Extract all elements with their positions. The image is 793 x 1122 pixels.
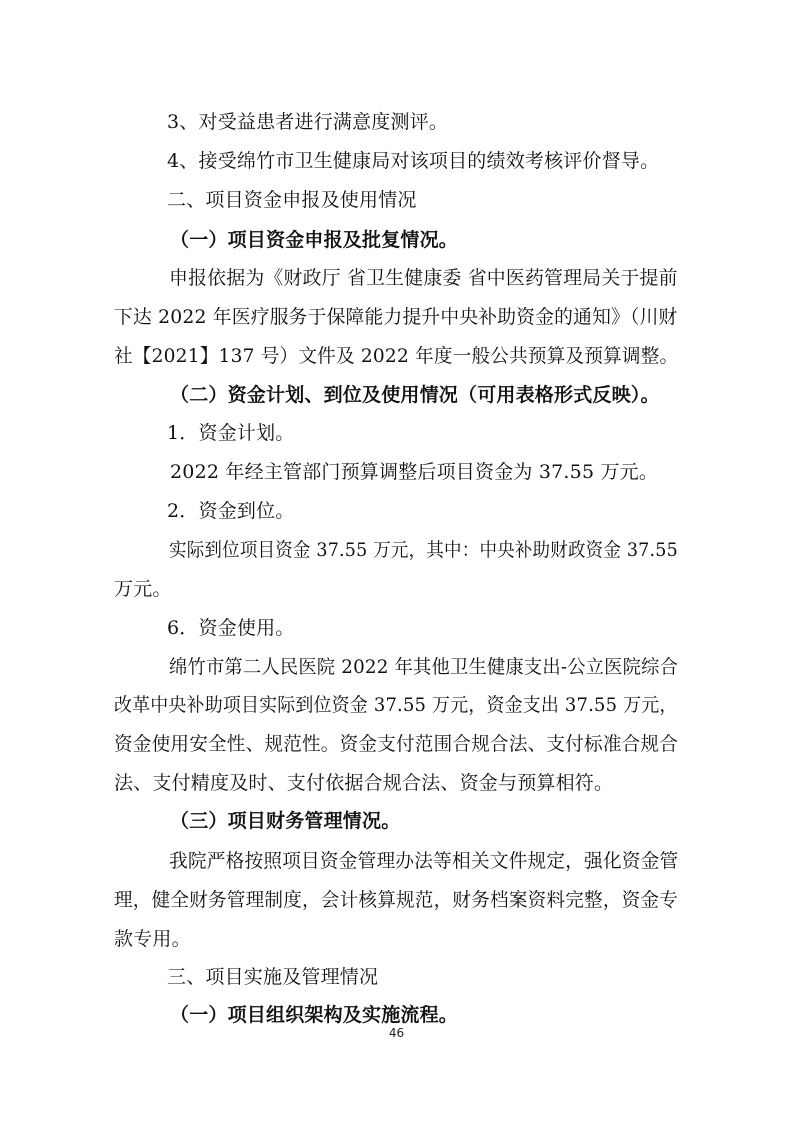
- paragraph-line: 2022 年经主管部门预算调整后项目资金为 37.55 万元。: [170, 461, 659, 483]
- section-heading-3: 三、项目实施及管理情况: [167, 966, 379, 988]
- paragraph-line: 社【2021】137 号）文件及 2022 年度一般公共预算及预算调整。: [114, 345, 679, 367]
- paragraph-line: 下达 2022 年医疗服务于保障能力提升中央补助资金的通知》（川财: [114, 306, 678, 328]
- subsection-heading-2-3: （三）项目财务管理情况。: [170, 810, 401, 832]
- subsection-heading-2-2: （二）资金计划、到位及使用情况（可用表格形式反映）。: [170, 384, 660, 406]
- paragraph-line: 改革中央补助项目实际到位资金 37.55 万元，资金支出 37.55 万元，: [114, 694, 678, 716]
- sub-item-heading: 2．资金到位。: [167, 500, 295, 522]
- paragraph-line: 申报依据为《财政厅 省卫生健康委 省中医药管理局关于提前: [169, 267, 678, 289]
- sub-item-heading: 1．资金计划。: [167, 422, 295, 444]
- paragraph-line: 理，健全财务管理制度，会计核算规范，财务档案资料完整，资金专: [114, 889, 679, 911]
- list-item-3: 3、对受益患者进行满意度测评。: [167, 111, 449, 133]
- paragraph-line: 款专用。: [114, 928, 191, 950]
- paragraph-line: 实际到位项目资金 37.55 万元，其中：中央补助财政资金 37.55: [169, 539, 678, 561]
- paragraph-line: 法、支付精度及时、支付依据合规合法、资金与预算相符。: [114, 772, 614, 794]
- section-heading-2: 二、项目资金申报及使用情况: [167, 189, 417, 211]
- sub-item-heading: 6．资金使用。: [167, 617, 295, 639]
- paragraph-line: 万元。: [114, 578, 172, 600]
- paragraph-line: 我院严格按照项目资金管理办法等相关文件规定，强化资金管: [169, 850, 679, 872]
- page-number: 46: [388, 1026, 405, 1040]
- paragraph-line: 绵竹市第二人民医院 2022 年其他卫生健康支出-公立医院综合: [169, 656, 679, 678]
- subsection-heading-2-1: （一）项目资金申报及批复情况。: [170, 229, 459, 251]
- paragraph-line: 资金使用安全性、规范性。资金支付范围合规合法、支付标准合规合: [114, 733, 679, 755]
- list-item-4: 4、接受绵竹市卫生健康局对该项目的绩效考核评价督导。: [167, 150, 660, 172]
- subsection-heading-3-1: （一）项目组织架构及实施流程。: [170, 1004, 459, 1026]
